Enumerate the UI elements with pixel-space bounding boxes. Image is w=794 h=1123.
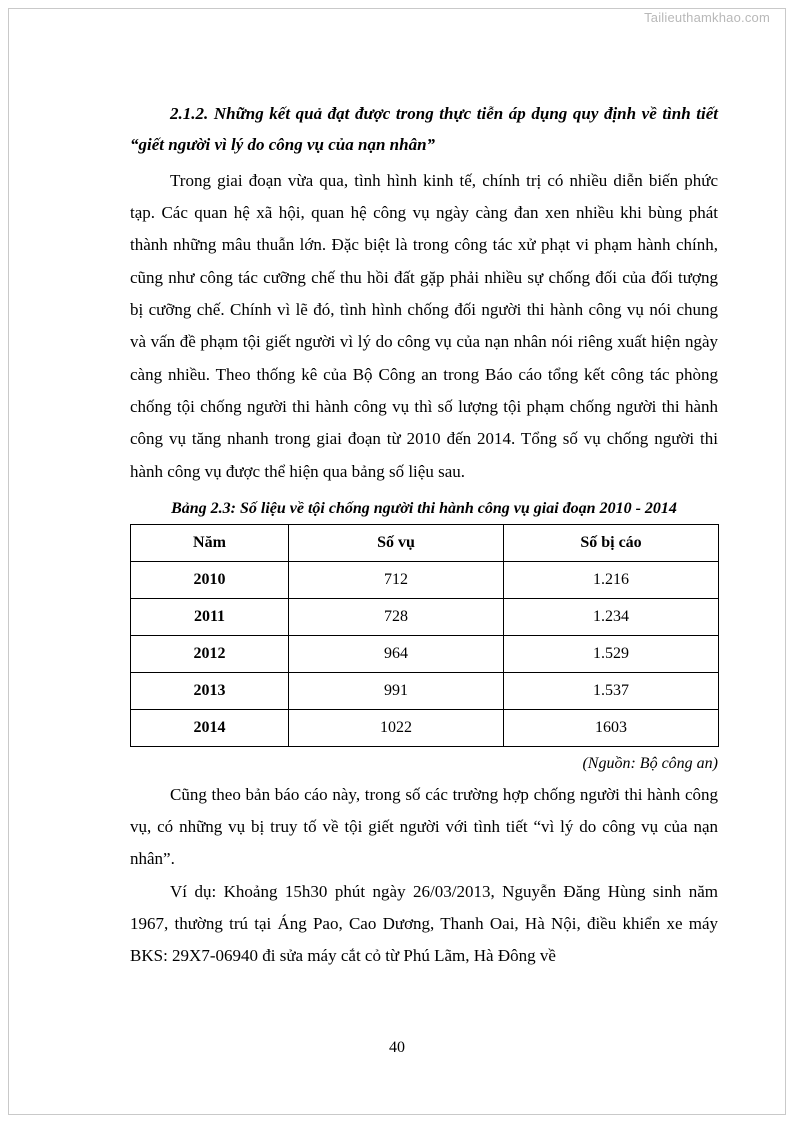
table-header-cell: Số vụ xyxy=(289,524,504,561)
table-cell-defendants: 1.529 xyxy=(504,635,719,672)
table-source-note: (Nguồn: Bộ công an) xyxy=(582,754,718,772)
table-cell-defendants: 1603 xyxy=(504,709,719,746)
watermark: Tailieuthamkhao.com xyxy=(644,10,770,25)
page-content xyxy=(130,98,718,973)
table-cell-cases: 728 xyxy=(289,598,504,635)
table-cell-cases: 964 xyxy=(289,635,504,672)
table-row xyxy=(131,709,719,746)
table-row xyxy=(131,635,719,672)
table-cell-year: 2012 xyxy=(131,635,289,672)
table-caption: Bảng 2.3: Số liệu về tội chống người thi hành công vụ giai đoạn 2010 - 2014 xyxy=(171,499,677,517)
statistics-table xyxy=(130,524,719,747)
table-row xyxy=(131,672,719,709)
table-cell-cases: 991 xyxy=(289,672,504,709)
paragraph-after-2: Ví dụ: Khoảng 15h30 phút ngày 26/03/2013, Nguyễn Đăng Hùng sinh năm 1967, thường trú tại Áng Pao, Cao Dương, Thanh Oai, Hà Nội, điều khiển xe máy BKS: 29X7-06940 đi sửa máy cắt cỏ từ Phú Lãm, Hà Đông về xyxy=(130,881,718,966)
table-cell-year: 2011 xyxy=(131,598,289,635)
table-cell-year: 2010 xyxy=(131,561,289,598)
section-heading: 2.1.2. Những kết quả đạt được trong thực tiễn áp dụng quy định về tình tiết “giết người vì lý do công vụ của nạn nhân” xyxy=(130,104,718,155)
table-cell-cases: 1022 xyxy=(289,709,504,746)
page-number: 40 xyxy=(389,1039,405,1056)
table-cell-defendants: 1.216 xyxy=(504,561,719,598)
paragraph-intro: Trong giai đoạn vừa qua, tình hình kinh tế, chính trị có nhiều diễn biến phức tạp. Các quan hệ xã hội, quan hệ công vụ ngày càng đan xen nhiều khi bùng phát thành những mâu thuẫn lớn. Đặc biệt là trong công tác xử phạt vi phạm hành chính, cũng như công tác cưỡng chế thu hồi đất gặp phải nhiều sự chống đối của đối tượng bị cưỡng chế. Chính vì lẽ đó, tình hình chống đối người thi hành công vụ nói chung và vấn đề phạm tội giết người vì lý do công vụ của nạn nhân nói riêng xuất hiện ngày càng nhiều. Theo thống kê của Bộ Công an trong Báo cáo tổng kết công tác phòng chống tội chống người thi hành công vụ thì số lượng tội phạm chống người thi hành công vụ tăng nhanh trong giai đoạn từ 2010 đến 2014. Tổng số vụ chống người thi hành công vụ được thể hiện qua bảng số liệu sau. xyxy=(130,170,718,481)
table-header-row xyxy=(131,524,719,561)
paragraph-after-1: Cũng theo bản báo cáo này, trong số các trường hợp chống người thi hành công vụ, có những vụ bị truy tố về tội giết người với tình tiết “vì lý do công vụ của nạn nhân”. xyxy=(130,784,718,869)
table-row xyxy=(131,561,719,598)
table-header-cell: Số bị cáo xyxy=(504,524,719,561)
table-row xyxy=(131,598,719,635)
table-cell-cases: 712 xyxy=(289,561,504,598)
table-cell-year: 2014 xyxy=(131,709,289,746)
table-cell-defendants: 1.537 xyxy=(504,672,719,709)
table-header-cell: Năm xyxy=(131,524,289,561)
table-cell-year: 2013 xyxy=(131,672,289,709)
table-cell-defendants: 1.234 xyxy=(504,598,719,635)
